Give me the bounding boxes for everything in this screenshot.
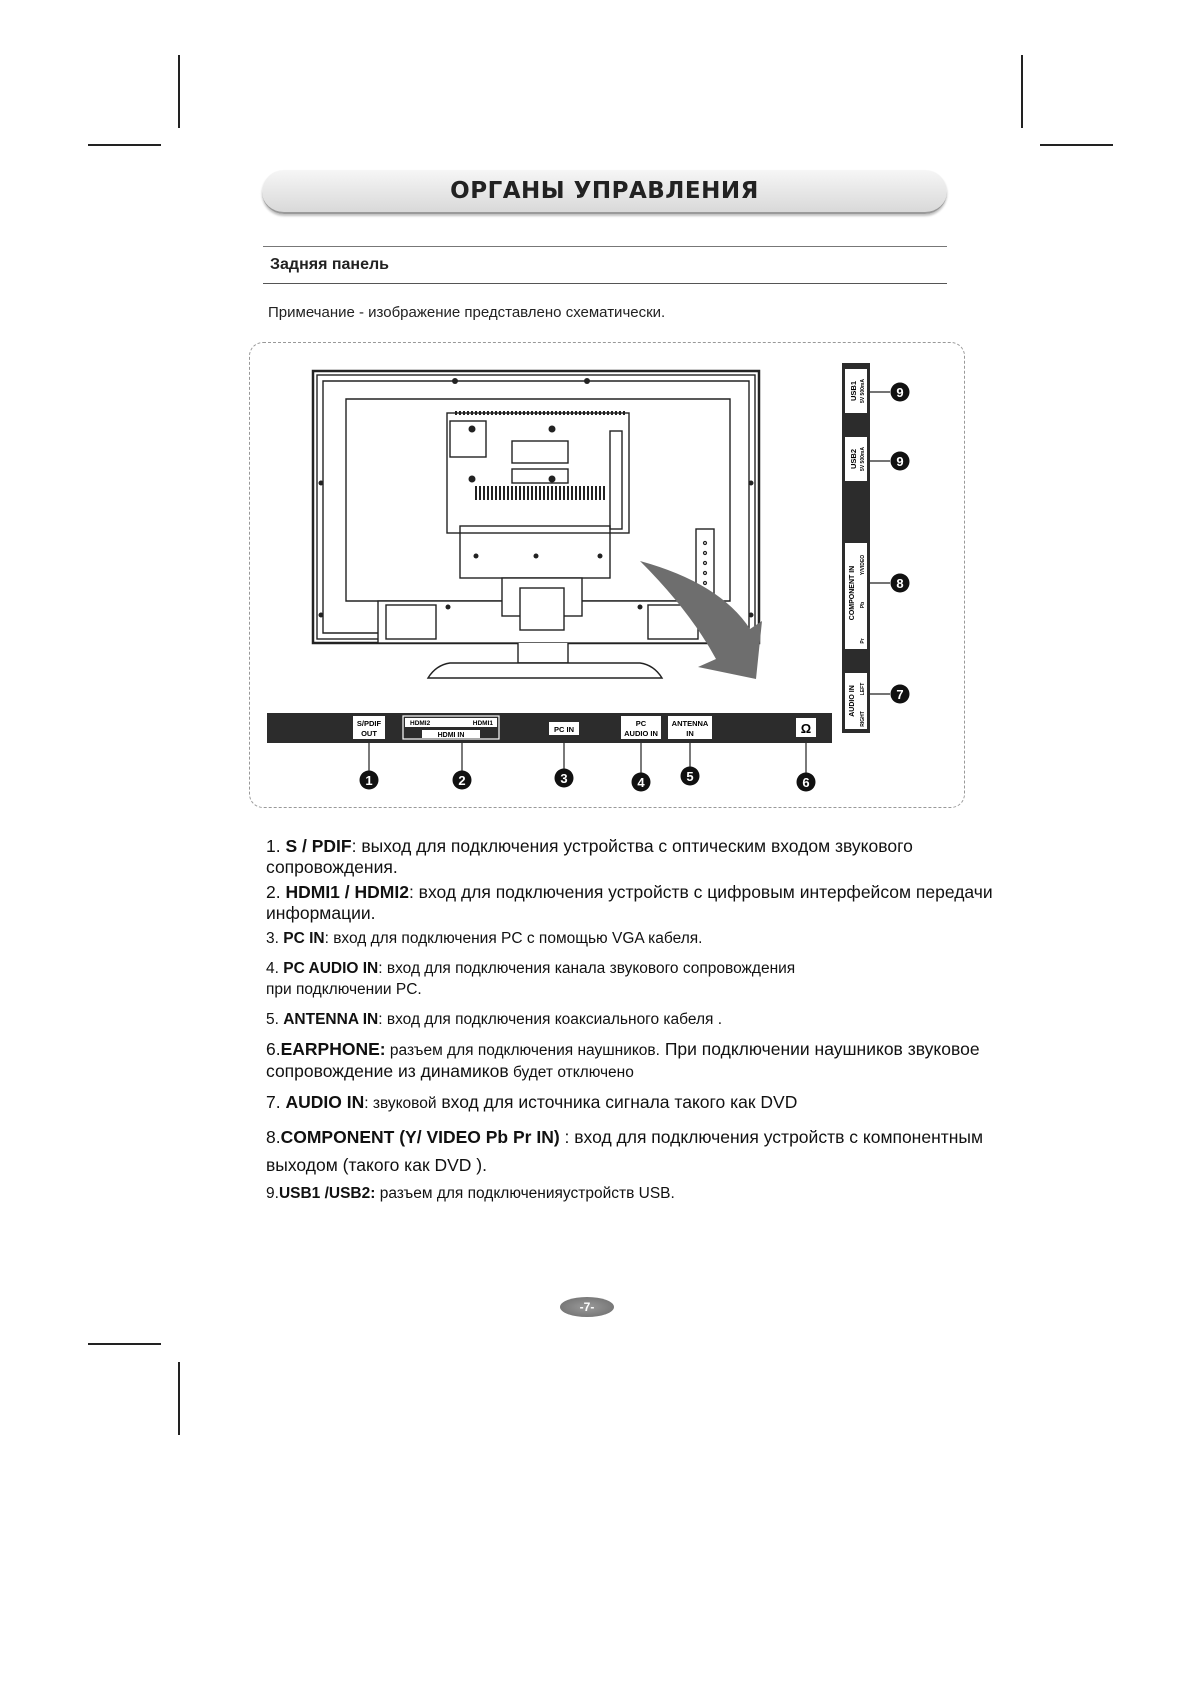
description-4: 4. PC AUDIO IN: вход для подключения канала звукового сопровождения при подключении PC. xyxy=(266,960,796,998)
page-title: ОРГАНЫ УПРАВЛЕНИЯ xyxy=(450,178,759,204)
callout-9-usb1 xyxy=(891,383,910,402)
callout-8 xyxy=(891,574,910,593)
description-1: 1. S / PDIF: выход для подключения устройства с оптическим входом звукового сопровождения. xyxy=(266,836,913,877)
callout-9-usb2 xyxy=(891,452,910,471)
callout-4 xyxy=(632,773,651,792)
svg-text:5V 500mA: 5V 500mA xyxy=(860,379,866,403)
side-leader-lines xyxy=(870,392,890,694)
side-callouts xyxy=(891,383,910,704)
section-title: Задняя панель xyxy=(270,256,389,273)
rear-panel-figure xyxy=(249,342,965,808)
callout-3 xyxy=(555,769,574,788)
svg-text:PC: PC xyxy=(635,719,647,728)
svg-text:HDMI IN: HDMI IN xyxy=(437,732,465,739)
svg-text:S/PDIF: S/PDIF xyxy=(356,719,382,728)
svg-text:IN: IN xyxy=(686,729,694,738)
svg-text:ANTENNA: ANTENNA xyxy=(671,719,709,728)
svg-text:Pb: Pb xyxy=(860,601,866,609)
description-2: 2. HDMI1 / HDMI2: вход для подключения устройств с цифровым интерфейсом передачи информации. xyxy=(266,882,993,923)
callout-1 xyxy=(360,771,379,790)
section-header xyxy=(263,246,947,284)
svg-text:Y/VIDEO: Y/VIDEO xyxy=(860,554,866,576)
usb1-port xyxy=(845,369,867,413)
svg-text:HDMI2: HDMI2 xyxy=(410,720,431,727)
svg-text:AUDIO IN: AUDIO IN xyxy=(849,685,856,717)
bottom-leader-lines xyxy=(369,743,806,773)
crop-mark-top-right-vertical xyxy=(1021,55,1023,128)
svg-text:2: 2 xyxy=(458,773,466,788)
description-5: 5. ANTENNA IN: вход для подключения коаксиального кабеля . xyxy=(266,1011,723,1028)
svg-text:Pr: Pr xyxy=(860,638,866,644)
description-7: 7. AUDIO IN: звуковой вход для источника сигнала такого как DVD xyxy=(266,1092,798,1112)
rear-panel-diagram xyxy=(250,343,966,809)
callout-5 xyxy=(681,767,700,786)
page-number-badge xyxy=(560,1297,614,1317)
callout-2 xyxy=(453,771,472,790)
earphone-jack xyxy=(796,718,816,737)
page-number: -7- xyxy=(579,1300,595,1314)
svg-text:HDMI1: HDMI1 xyxy=(472,720,493,727)
svg-text:6: 6 xyxy=(802,775,810,790)
audio-in-port xyxy=(845,673,867,729)
crop-mark-bottom-left-horizontal xyxy=(88,1343,161,1345)
antenna-in-port xyxy=(668,716,712,739)
connector-descriptions xyxy=(266,836,1006,1208)
svg-text:9: 9 xyxy=(896,385,904,400)
svg-text:OUT: OUT xyxy=(361,729,377,738)
crop-mark-top-right-horizontal xyxy=(1040,144,1113,146)
pc-audio-in-port xyxy=(621,716,661,739)
page-title-bar xyxy=(262,170,947,214)
description-8: 8.COMPONENT (Y/ VIDEO Pb Pr IN) : вход для подключения устройств с компонентным выходом (такого как DVD ). xyxy=(266,1127,984,1175)
svg-text:5: 5 xyxy=(686,769,694,784)
svg-text:PC IN: PC IN xyxy=(553,725,575,734)
svg-text:RIGHT: RIGHT xyxy=(860,711,866,727)
tv-back-drawing xyxy=(313,371,759,678)
svg-text:AUDIO IN: AUDIO IN xyxy=(624,729,658,738)
bottom-callouts xyxy=(360,767,816,792)
svg-text:9: 9 xyxy=(896,454,904,469)
svg-text:USB2: USB2 xyxy=(849,448,858,470)
callout-7 xyxy=(891,685,910,704)
svg-text:4: 4 xyxy=(637,775,645,790)
svg-text:1: 1 xyxy=(365,773,373,788)
svg-text:LEFT: LEFT xyxy=(860,682,866,696)
note-text: Примечание - изображение представлено схематически. xyxy=(268,304,666,321)
description-3: 3. PC IN: вход для подключения PC с помощью VGA кабеля. xyxy=(266,930,703,947)
description-9: 9.USB1 /USB2: разъем для подключенияустройств USB. xyxy=(266,1185,675,1202)
svg-text:8: 8 xyxy=(896,576,904,591)
svg-text:5V 500mA: 5V 500mA xyxy=(860,447,866,471)
pc-in-port xyxy=(549,722,579,735)
component-in-port xyxy=(845,543,867,649)
usb2-port xyxy=(845,437,867,481)
crop-mark-top-left-vertical xyxy=(178,55,180,128)
svg-text:3: 3 xyxy=(560,771,568,786)
svg-text:7: 7 xyxy=(896,687,904,702)
svg-text:USB1: USB1 xyxy=(849,380,858,402)
svg-text:COMPONENT IN: COMPONENT IN xyxy=(849,565,856,621)
headphones-icon: Ω xyxy=(800,721,812,736)
crop-mark-top-left-horizontal xyxy=(88,144,161,146)
callout-6 xyxy=(797,773,816,792)
description-6: 6.EARPHONE: разъем для подключения наушников. При подключении наушников звуковое сопровождение из динамиков будет отключено xyxy=(266,1039,980,1081)
spdif-port xyxy=(353,716,385,739)
crop-mark-bottom-left-vertical xyxy=(178,1362,180,1435)
